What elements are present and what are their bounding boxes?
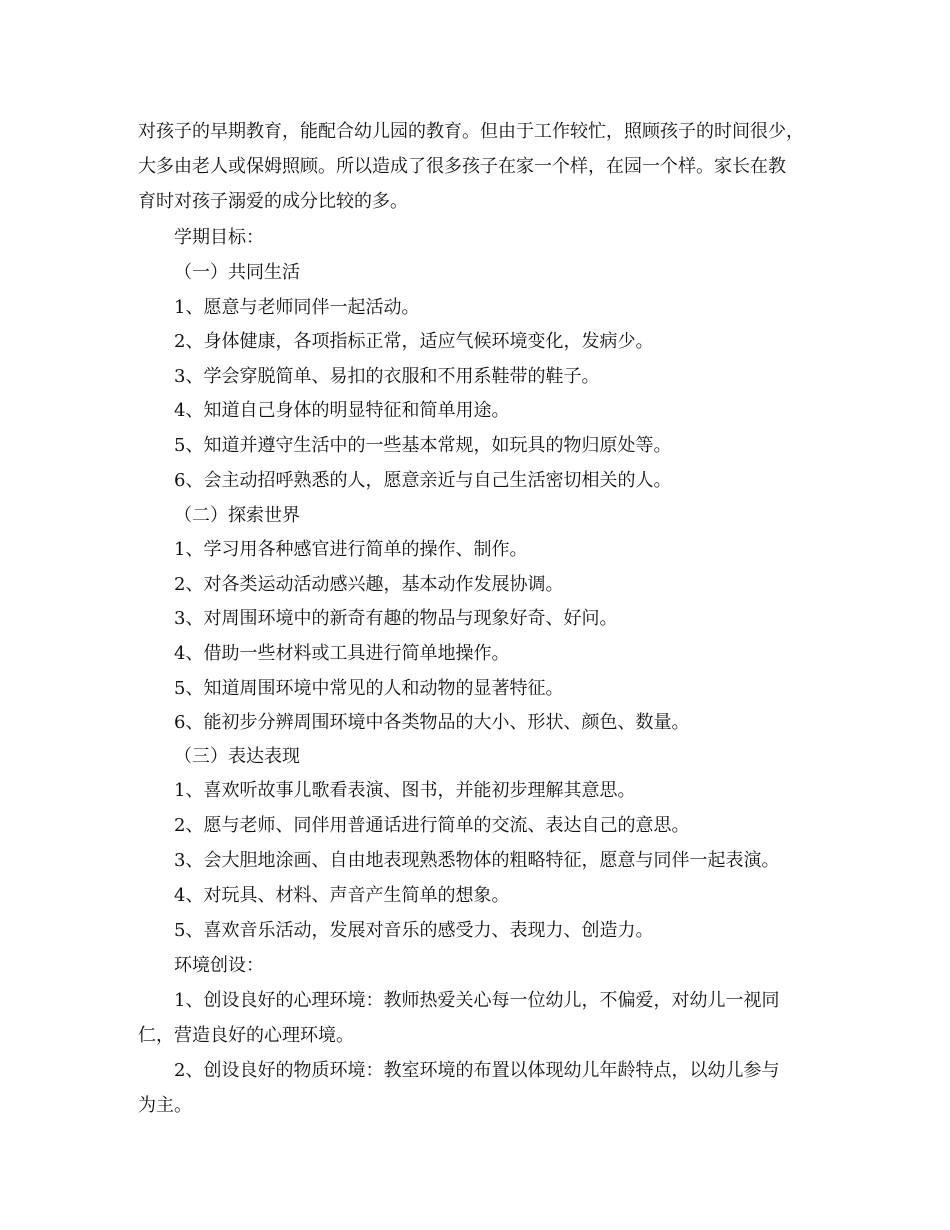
- list-item: 1、喜欢听故事儿歌看表演、图书，并能初步理解其意思。: [174, 780, 636, 801]
- paragraph-line: 2、创设良好的物质环境：教室环境的布置以体现幼儿年龄特点，以幼儿参与: [174, 1060, 780, 1081]
- subsection-heading: （二）探索世界: [174, 505, 300, 526]
- paragraph-line: 仁，营造良好的心理环境。: [138, 1025, 354, 1046]
- list-item: 1、愿意与老师同伴一起活动。: [174, 297, 420, 318]
- list-item: 5、知道并遵守生活中的一些基本常规，如玩具的物归原处等。: [174, 435, 672, 456]
- list-item: 1、学习用各种感官进行简单的操作、制作。: [174, 539, 528, 560]
- list-item: 3、对周围环境中的新奇有趣的物品与现象好奇、好问。: [174, 608, 618, 629]
- list-item: 6、会主动招呼熟悉的人，愿意亲近与自己生活密切相关的人。: [174, 470, 672, 491]
- paragraph-line: 为主。: [138, 1095, 192, 1116]
- list-item: 4、对玩具、材料、声音产生简单的想象。: [174, 885, 510, 906]
- list-item: 5、知道周围环境中常见的人和动物的显著特征。: [174, 678, 564, 699]
- list-item: 2、对各类运动活动感兴趣，基本动作发展协调。: [174, 574, 564, 595]
- list-item: 6、能初步分辨周围环境中各类物品的大小、形状、颜色、数量。: [174, 712, 690, 733]
- list-item: 2、愿与老师、同伴用普通话进行简单的交流、表达自己的意思。: [174, 815, 690, 836]
- list-item: 4、知道自己身体的明显特征和简单用途。: [174, 400, 510, 421]
- list-item: 2、身体健康，各项指标正常，适应气候环境变化，发病少。: [174, 331, 654, 352]
- paragraph-line: 对孩子的早期教育，能配合幼儿园的教育。但由于工作较忙，照顾孩子的时间很少，: [138, 121, 804, 142]
- list-item: 3、学会穿脱简单、易扣的衣服和不用系鞋带的鞋子。: [174, 366, 600, 387]
- paragraph-line: 育时对孩子溺爱的成分比较的多。: [138, 191, 408, 212]
- section-heading: 学期目标：: [174, 227, 264, 248]
- paragraph-line: 1、创设良好的心理环境：教师热爱关心每一位幼儿，不偏爱，对幼儿一视同: [174, 990, 780, 1011]
- list-item: 3、会大胆地涂画、自由地表现熟悉物体的粗略特征，愿意与同伴一起表演。: [174, 850, 780, 871]
- list-item: 4、借助一些材料或工具进行简单地操作。: [174, 643, 510, 664]
- subsection-heading: （一）共同生活: [174, 262, 300, 283]
- list-item: 5、喜欢音乐活动，发展对音乐的感受力、表现力、创造力。: [174, 920, 654, 941]
- section-heading: 环境创设：: [174, 955, 264, 976]
- paragraph-line: 大多由老人或保姆照顾。所以造成了很多孩子在家一个样，在园一个样。家长在教: [138, 156, 786, 177]
- subsection-heading: （三）表达表现: [174, 746, 300, 767]
